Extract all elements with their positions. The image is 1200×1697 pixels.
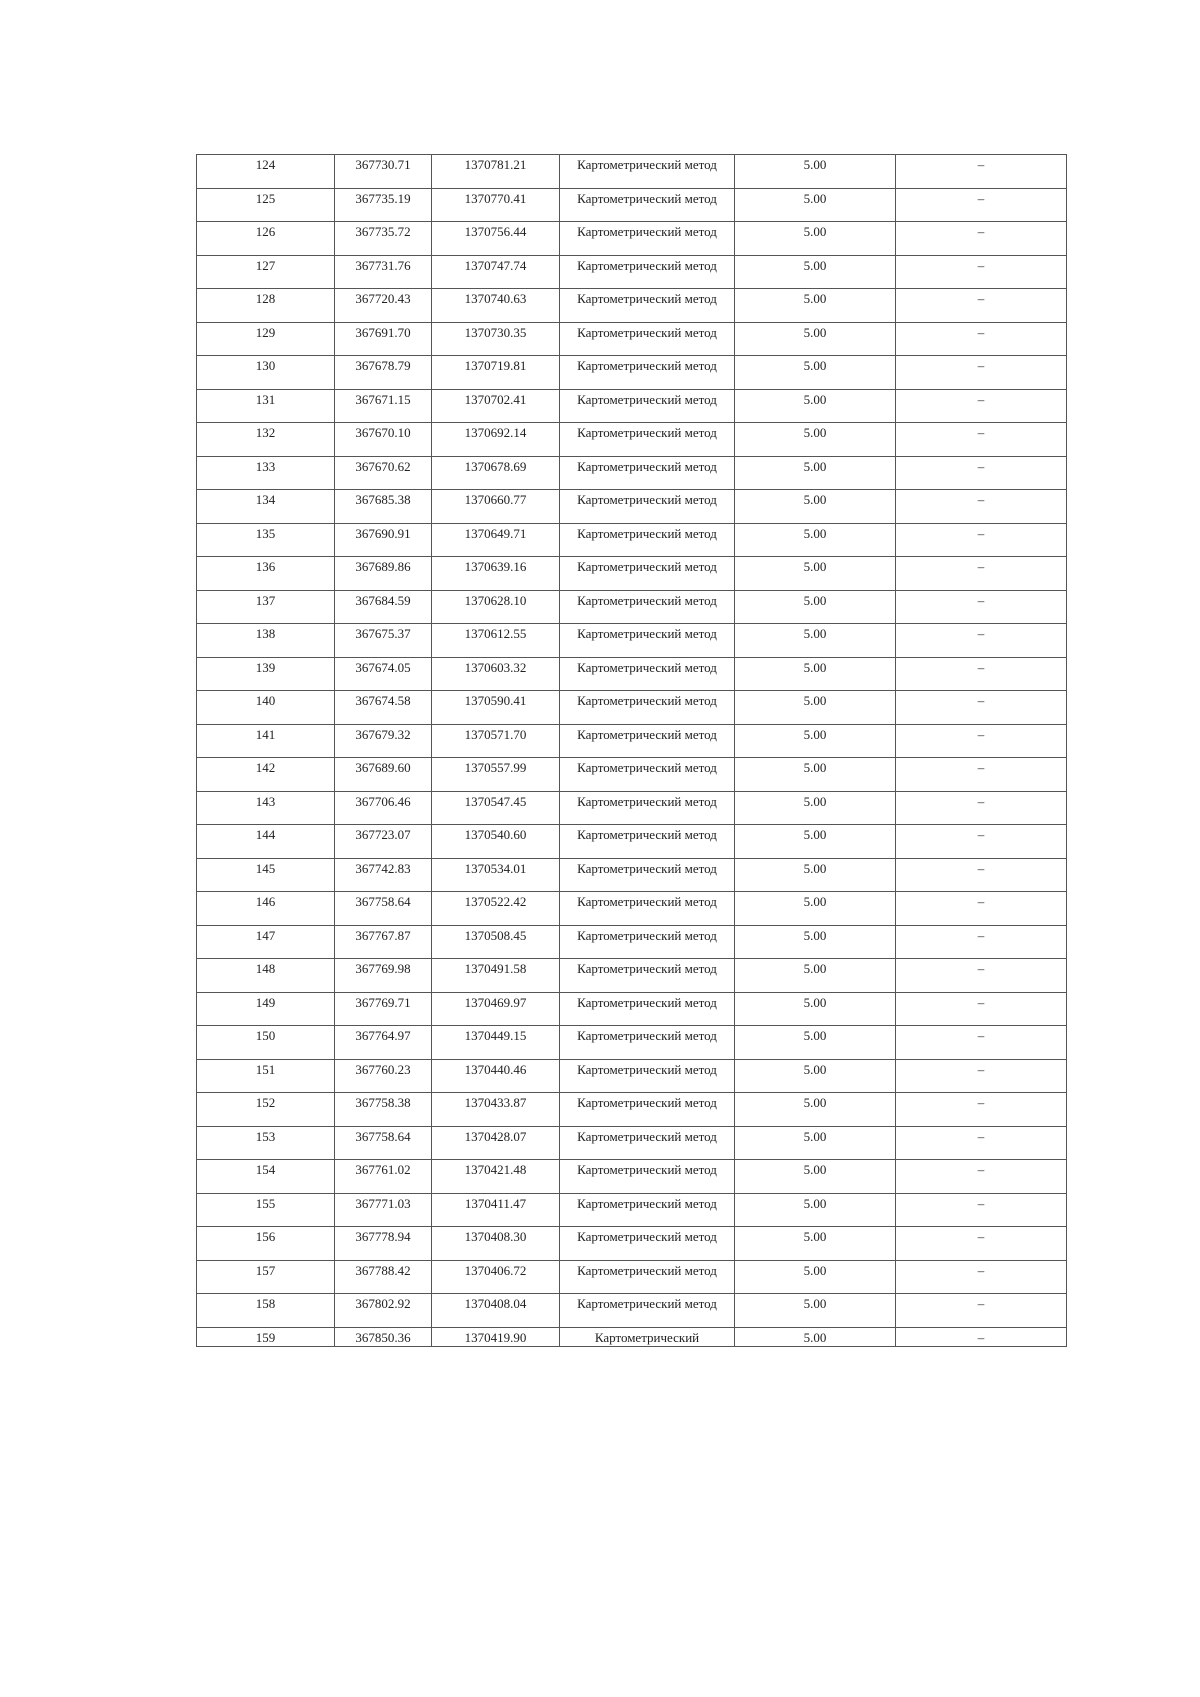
cell-coordinate-x: 367674.58 [335,691,432,725]
cell-method: Картометрический метод [560,322,735,356]
cell-accuracy: 5.00 [735,657,896,691]
table-row [197,222,1067,256]
cell-coordinate-x: 367689.60 [335,758,432,792]
table-row [197,758,1067,792]
cell-accuracy: 5.00 [735,557,896,591]
cell-note: – [896,1126,1067,1160]
cell-note: – [896,356,1067,390]
cell-accuracy: 5.00 [735,992,896,1026]
cell-coordinate-y: 1370411.47 [432,1193,560,1227]
cell-coordinate-x: 367671.15 [335,389,432,423]
cell-note: – [896,925,1067,959]
cell-note: – [896,188,1067,222]
cell-point-number: 124 [197,155,335,189]
cell-coordinate-x: 367758.64 [335,892,432,926]
cell-coordinate-y: 1370433.87 [432,1093,560,1127]
cell-point-number: 139 [197,657,335,691]
cell-method: Картометрический метод [560,724,735,758]
cell-coordinate-x: 367802.92 [335,1294,432,1328]
cell-method: Картометрический [560,1327,735,1346]
cell-note: – [896,758,1067,792]
cell-point-number: 138 [197,624,335,658]
cell-accuracy: 5.00 [735,758,896,792]
cell-coordinate-x: 367679.32 [335,724,432,758]
cell-method: Картометрический метод [560,289,735,323]
cell-accuracy: 5.00 [735,691,896,725]
cell-method: Картометрический метод [560,691,735,725]
cell-coordinate-y: 1370740.63 [432,289,560,323]
cell-note: – [896,1227,1067,1261]
cell-point-number: 152 [197,1093,335,1127]
table-row [197,1193,1067,1227]
table-row [197,791,1067,825]
cell-coordinate-y: 1370702.41 [432,389,560,423]
cell-note: – [896,1294,1067,1328]
cell-coordinate-y: 1370571.70 [432,724,560,758]
cell-coordinate-x: 367771.03 [335,1193,432,1227]
cell-note: – [896,791,1067,825]
table-row [197,456,1067,490]
table-row [197,423,1067,457]
cell-method: Картометрический метод [560,557,735,591]
cell-method: Картометрический метод [560,1093,735,1127]
cell-coordinate-x: 367735.19 [335,188,432,222]
cell-point-number: 143 [197,791,335,825]
cell-method: Картометрический метод [560,590,735,624]
cell-point-number: 140 [197,691,335,725]
cell-accuracy: 5.00 [735,1227,896,1261]
cell-method: Картометрический метод [560,1193,735,1227]
cell-coordinate-x: 367788.42 [335,1260,432,1294]
cell-coordinate-y: 1370419.90 [432,1327,560,1346]
cell-coordinate-y: 1370534.01 [432,858,560,892]
table-row [197,255,1067,289]
cell-coordinate-x: 367684.59 [335,590,432,624]
cell-point-number: 126 [197,222,335,256]
cell-note: – [896,657,1067,691]
cell-point-number: 133 [197,456,335,490]
cell-accuracy: 5.00 [735,1026,896,1060]
cell-note: – [896,1160,1067,1194]
cell-note: – [896,590,1067,624]
cell-point-number: 158 [197,1294,335,1328]
cell-accuracy: 5.00 [735,389,896,423]
table-row [197,959,1067,993]
table-row [197,691,1067,725]
cell-point-number: 134 [197,490,335,524]
cell-note: – [896,490,1067,524]
cell-point-number: 142 [197,758,335,792]
cell-coordinate-x: 367850.36 [335,1327,432,1346]
cell-coordinate-x: 367690.91 [335,523,432,557]
cell-coordinate-y: 1370508.45 [432,925,560,959]
cell-method: Картометрический метод [560,1026,735,1060]
table-row [197,322,1067,356]
cell-coordinate-y: 1370603.32 [432,657,560,691]
cell-accuracy: 5.00 [735,155,896,189]
cell-method: Картометрический метод [560,992,735,1026]
cell-point-number: 147 [197,925,335,959]
cell-note: – [896,389,1067,423]
cell-point-number: 153 [197,1126,335,1160]
cell-accuracy: 5.00 [735,825,896,859]
cell-accuracy: 5.00 [735,1193,896,1227]
cell-coordinate-x: 367730.71 [335,155,432,189]
cell-method: Картометрический метод [560,1126,735,1160]
cell-note: – [896,155,1067,189]
cell-method: Картометрический метод [560,892,735,926]
cell-coordinate-x: 367778.94 [335,1227,432,1261]
table-row [197,356,1067,390]
cell-coordinate-y: 1370428.07 [432,1126,560,1160]
cell-coordinate-x: 367670.10 [335,423,432,457]
cell-accuracy: 5.00 [735,322,896,356]
cell-accuracy: 5.00 [735,1059,896,1093]
cell-coordinate-x: 367685.38 [335,490,432,524]
table-row [197,825,1067,859]
table-row [197,1294,1067,1328]
cell-method: Картометрический метод [560,423,735,457]
cell-point-number: 137 [197,590,335,624]
cell-point-number: 130 [197,356,335,390]
cell-note: – [896,959,1067,993]
cell-coordinate-y: 1370660.77 [432,490,560,524]
cell-accuracy: 5.00 [735,1327,896,1346]
cell-coordinate-y: 1370590.41 [432,691,560,725]
cell-note: – [896,423,1067,457]
cell-method: Картометрический метод [560,758,735,792]
cell-coordinate-y: 1370440.46 [432,1059,560,1093]
cell-method: Картометрический метод [560,155,735,189]
cell-coordinate-y: 1370491.58 [432,959,560,993]
cell-coordinate-y: 1370557.99 [432,758,560,792]
cell-point-number: 149 [197,992,335,1026]
cell-method: Картометрический метод [560,456,735,490]
cell-method: Картометрический метод [560,523,735,557]
table-row [197,1093,1067,1127]
cell-point-number: 129 [197,322,335,356]
table-body [197,155,1067,1347]
cell-coordinate-y: 1370628.10 [432,590,560,624]
cell-note: – [896,992,1067,1026]
cell-note: – [896,523,1067,557]
table-row [197,289,1067,323]
cell-accuracy: 5.00 [735,892,896,926]
cell-coordinate-y: 1370747.74 [432,255,560,289]
cell-coordinate-y: 1370756.44 [432,222,560,256]
cell-note: – [896,1193,1067,1227]
cell-method: Картометрический метод [560,825,735,859]
cell-note: – [896,624,1067,658]
cell-note: – [896,724,1067,758]
cell-coordinate-y: 1370649.71 [432,523,560,557]
cell-accuracy: 5.00 [735,1093,896,1127]
cell-note: – [896,1327,1067,1346]
cell-accuracy: 5.00 [735,188,896,222]
cell-accuracy: 5.00 [735,590,896,624]
cell-method: Картометрический метод [560,1227,735,1261]
cell-method: Картометрический метод [560,490,735,524]
cell-accuracy: 5.00 [735,523,896,557]
cell-coordinate-x: 367764.97 [335,1026,432,1060]
cell-note: – [896,289,1067,323]
table-row [197,657,1067,691]
cell-point-number: 128 [197,289,335,323]
table-row [197,1260,1067,1294]
cell-coordinate-y: 1370406.72 [432,1260,560,1294]
cell-accuracy: 5.00 [735,456,896,490]
cell-coordinate-y: 1370522.42 [432,892,560,926]
table-row [197,1227,1067,1261]
table-row [197,389,1067,423]
cell-accuracy: 5.00 [735,925,896,959]
cell-note: – [896,456,1067,490]
cell-coordinate-x: 367758.38 [335,1093,432,1127]
cell-point-number: 155 [197,1193,335,1227]
cell-note: – [896,691,1067,725]
cell-method: Картометрический метод [560,356,735,390]
cell-coordinate-y: 1370639.16 [432,557,560,591]
cell-coordinate-y: 1370540.60 [432,825,560,859]
cell-point-number: 127 [197,255,335,289]
table-row [197,925,1067,959]
cell-point-number: 157 [197,1260,335,1294]
cell-point-number: 150 [197,1026,335,1060]
cell-method: Картометрический метод [560,188,735,222]
cell-coordinate-x: 367767.87 [335,925,432,959]
cell-note: – [896,858,1067,892]
cell-accuracy: 5.00 [735,1160,896,1194]
cell-accuracy: 5.00 [735,423,896,457]
cell-method: Картометрический метод [560,1294,735,1328]
cell-accuracy: 5.00 [735,490,896,524]
cell-method: Картометрический метод [560,389,735,423]
cell-method: Картометрический метод [560,791,735,825]
cell-coordinate-y: 1370469.97 [432,992,560,1026]
cell-method: Картометрический метод [560,1260,735,1294]
cell-coordinate-x: 367769.71 [335,992,432,1026]
cell-note: – [896,557,1067,591]
cell-coordinate-x: 367742.83 [335,858,432,892]
cell-coordinate-x: 367678.79 [335,356,432,390]
cell-note: – [896,1026,1067,1060]
cell-coordinate-y: 1370770.41 [432,188,560,222]
cell-point-number: 156 [197,1227,335,1261]
cell-point-number: 151 [197,1059,335,1093]
table-row [197,724,1067,758]
cell-point-number: 145 [197,858,335,892]
table-row [197,590,1067,624]
cell-accuracy: 5.00 [735,222,896,256]
table-row [197,523,1067,557]
cell-accuracy: 5.00 [735,791,896,825]
cell-coordinate-y: 1370421.48 [432,1160,560,1194]
cell-coordinate-x: 367670.62 [335,456,432,490]
cell-accuracy: 5.00 [735,289,896,323]
table-row [197,892,1067,926]
cell-accuracy: 5.00 [735,1260,896,1294]
cell-coordinate-y: 1370612.55 [432,624,560,658]
cell-method: Картометрический метод [560,222,735,256]
table-row [197,188,1067,222]
table-row [197,1059,1067,1093]
cell-accuracy: 5.00 [735,724,896,758]
cell-coordinate-x: 367720.43 [335,289,432,323]
cell-point-number: 159 [197,1327,335,1346]
table-row [197,624,1067,658]
table-row [197,1327,1067,1346]
cell-accuracy: 5.00 [735,959,896,993]
table-row [197,557,1067,591]
table-row [197,155,1067,189]
cell-coordinate-x: 367691.70 [335,322,432,356]
cell-coordinate-x: 367689.86 [335,557,432,591]
cell-point-number: 154 [197,1160,335,1194]
cell-accuracy: 5.00 [735,1126,896,1160]
cell-coordinate-x: 367731.76 [335,255,432,289]
cell-point-number: 132 [197,423,335,457]
cell-accuracy: 5.00 [735,1294,896,1328]
cell-note: – [896,1059,1067,1093]
cell-accuracy: 5.00 [735,858,896,892]
cell-note: – [896,892,1067,926]
cell-coordinate-x: 367769.98 [335,959,432,993]
table-row [197,1026,1067,1060]
table-row [197,490,1067,524]
cell-note: – [896,1260,1067,1294]
cell-coordinate-y: 1370719.81 [432,356,560,390]
cell-method: Картометрический метод [560,657,735,691]
cell-coordinate-x: 367760.23 [335,1059,432,1093]
cell-point-number: 131 [197,389,335,423]
cell-coordinate-x: 367723.07 [335,825,432,859]
cell-method: Картометрический метод [560,1059,735,1093]
cell-accuracy: 5.00 [735,356,896,390]
cell-coordinate-y: 1370449.15 [432,1026,560,1060]
cell-coordinate-y: 1370730.35 [432,322,560,356]
cell-coordinate-x: 367706.46 [335,791,432,825]
cell-method: Картометрический метод [560,925,735,959]
cell-coordinate-x: 367675.37 [335,624,432,658]
cell-method: Картометрический метод [560,1160,735,1194]
cell-coordinate-y: 1370678.69 [432,456,560,490]
cell-note: – [896,222,1067,256]
table-row [197,1160,1067,1194]
cell-coordinate-x: 367735.72 [335,222,432,256]
cell-point-number: 141 [197,724,335,758]
table-row [197,992,1067,1026]
cell-note: – [896,255,1067,289]
cell-accuracy: 5.00 [735,624,896,658]
cell-coordinate-x: 367761.02 [335,1160,432,1194]
cell-method: Картометрический метод [560,959,735,993]
cell-note: – [896,322,1067,356]
cell-coordinate-x: 367758.64 [335,1126,432,1160]
cell-note: – [896,1093,1067,1127]
cell-method: Картометрический метод [560,624,735,658]
cell-coordinate-y: 1370408.04 [432,1294,560,1328]
cell-point-number: 125 [197,188,335,222]
table-row [197,1126,1067,1160]
cell-coordinate-x: 367674.05 [335,657,432,691]
cell-coordinate-y: 1370547.45 [432,791,560,825]
cell-accuracy: 5.00 [735,255,896,289]
cell-point-number: 135 [197,523,335,557]
cell-point-number: 144 [197,825,335,859]
cell-note: – [896,825,1067,859]
cell-method: Картометрический метод [560,858,735,892]
cell-point-number: 146 [197,892,335,926]
cell-coordinate-y: 1370692.14 [432,423,560,457]
cell-coordinate-y: 1370781.21 [432,155,560,189]
cell-point-number: 148 [197,959,335,993]
table-row [197,858,1067,892]
cell-point-number: 136 [197,557,335,591]
coordinates-table [196,154,1067,1347]
cell-coordinate-y: 1370408.30 [432,1227,560,1261]
cell-method: Картометрический метод [560,255,735,289]
